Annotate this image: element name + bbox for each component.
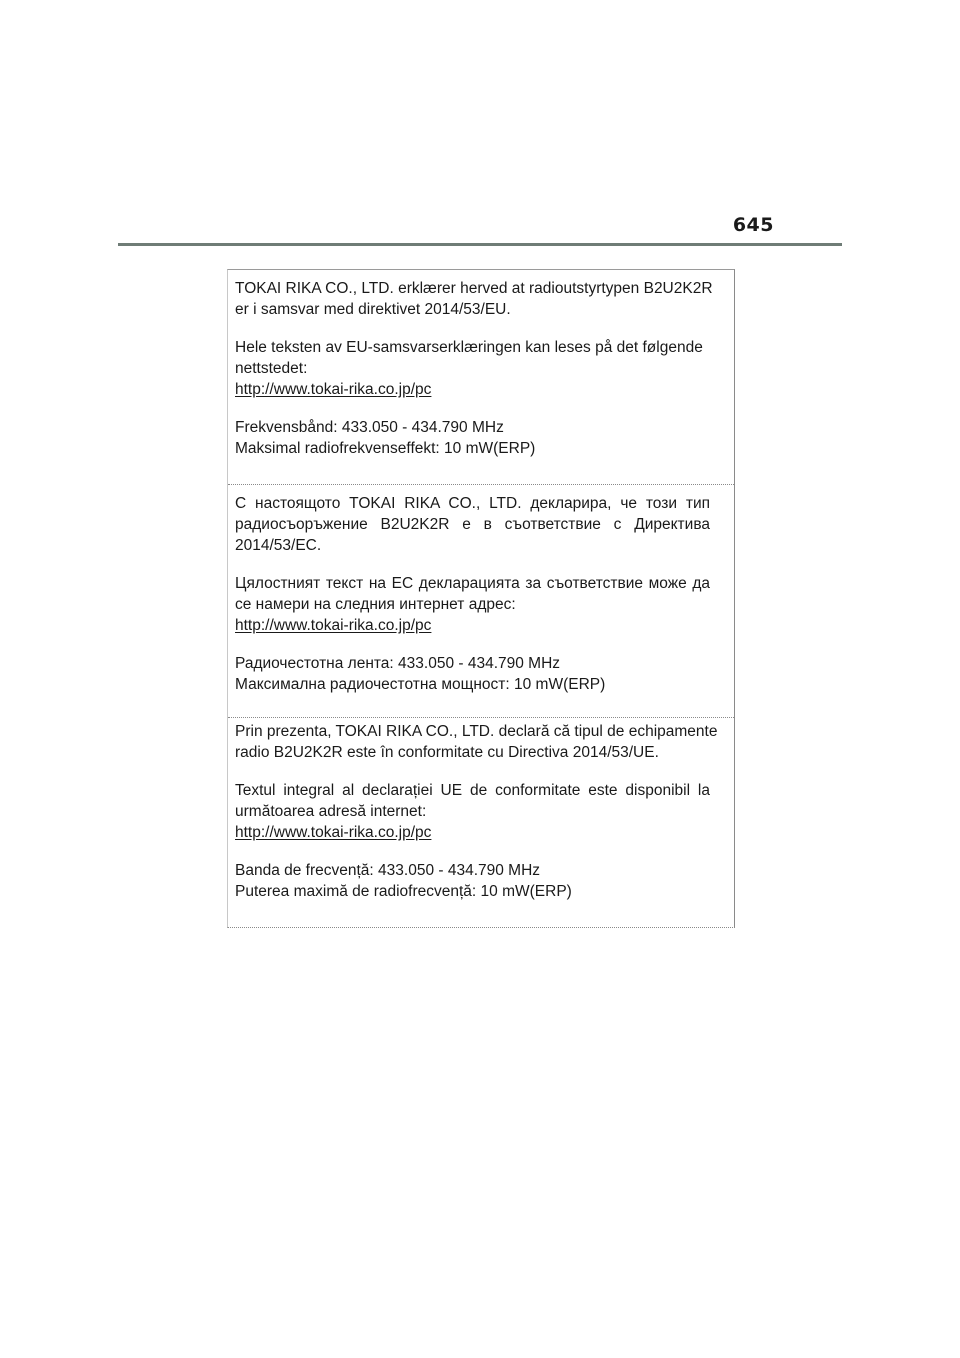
max-power: Maksimal radiofrekvenseffekt: 10 mW(ERP)	[235, 440, 536, 457]
text-line: се намери на следния интернет адрес:	[235, 596, 516, 613]
frequency-band: Banda de frecvență: 433.050 - 434.790 MHz	[235, 862, 541, 879]
text-line: радиосъоръжение B2U2K2R е в съответствие с Директива	[235, 516, 710, 533]
declaration-box	[227, 269, 735, 928]
text-line: Textul integral al declarației UE de conformitate este disponibil la	[235, 782, 710, 799]
text-line: С настоящото TOKAI RIKA CO., LTD. декларира, че този тип	[235, 495, 710, 512]
text-line: 2014/53/ЕС.	[235, 537, 322, 554]
text-line: Цялостният текст на ЕС декларацията за съответствие може да	[235, 575, 710, 592]
text-line: Hele teksten av EU-samsvarserklæringen kan leses på det følgende	[235, 339, 703, 356]
text-line: TOKAI RIKA CO., LTD. erklærer herved at radioutstyrtypen B2U2K2R	[235, 280, 713, 297]
declaration-section-norwegian	[228, 270, 734, 484]
declaration-section-bulgarian	[228, 484, 734, 717]
declaration-section-romanian	[228, 717, 734, 929]
header-rule	[118, 243, 842, 246]
text-line: er i samsvar med direktivet 2014/53/EU.	[235, 301, 511, 318]
max-power: Puterea maximă de radiofrecvență: 10 mW(ERP)	[235, 883, 572, 900]
text-line: radio B2U2K2R este în conformitate cu Directiva 2014/53/UE.	[235, 744, 659, 761]
frequency-band: Радиочестотна лента: 433.050 - 434.790 MHz	[235, 655, 561, 672]
text-line: Prin prezenta, TOKAI RIKA CO., LTD. declară că tipul de echipamente	[235, 723, 718, 740]
url-link[interactable]: http://www.tokai-rika.co.jp/pc	[235, 824, 432, 841]
text-line: următoarea adresă internet:	[235, 803, 427, 820]
url-link[interactable]: http://www.tokai-rika.co.jp/pc	[235, 617, 432, 634]
page-number: 645	[732, 214, 774, 236]
frequency-band: Frekvensbånd: 433.050 - 434.790 MHz	[235, 419, 504, 436]
text-line: nettstedet:	[235, 360, 308, 377]
max-power: Максимална радиочестотна мощност: 10 mW(ERP)	[235, 676, 606, 693]
url-link[interactable]: http://www.tokai-rika.co.jp/pc	[235, 381, 432, 398]
